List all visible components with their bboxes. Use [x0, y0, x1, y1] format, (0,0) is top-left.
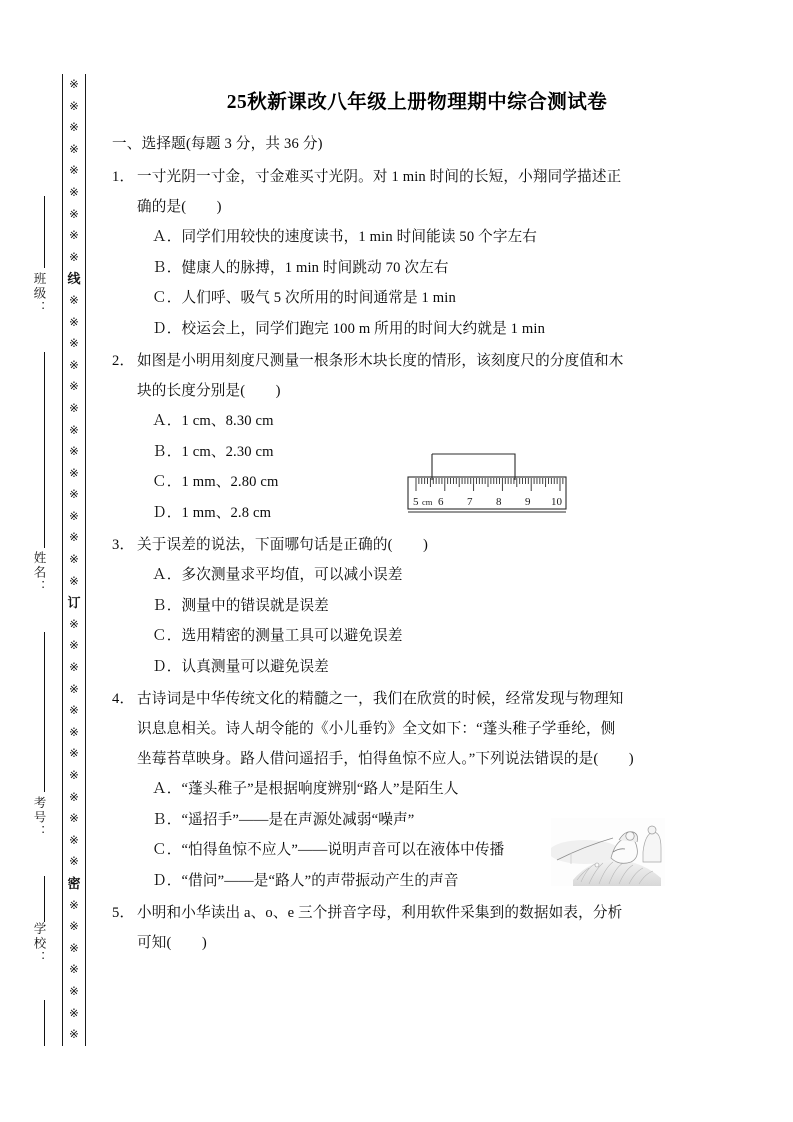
ruler-label-cm: cm [422, 497, 433, 507]
seal-mark: ※ [69, 98, 79, 113]
question-4-stem-line3: 坐莓苔草映身。路人借问遥招手，怕得鱼惊不应人。”下列说法错误的是( ) [137, 751, 634, 767]
question-2-option-d: Ｄ．1 mm、2.8 cm [152, 504, 272, 521]
seal-word: 订 [67, 595, 81, 611]
seal-mark: ※ [69, 422, 79, 437]
ruler-label-7: 7 [467, 496, 473, 508]
seal-mark: ※ [69, 487, 79, 502]
seal-mark: ※ [69, 508, 79, 523]
field-rule-class-top [44, 196, 45, 268]
question-3-option-a: Ａ．多次测量求平均值，可以减小误差 [152, 567, 403, 583]
seal-mark: ※ [69, 1027, 79, 1042]
question-3-stem-line1: 3． 关于误差的说法，下面哪句话是正确的( ) [112, 530, 682, 560]
seal-mark: ※ [69, 573, 79, 588]
question-5-stem-line2: 可知( ) [137, 935, 207, 951]
seal-mark: ※ [69, 940, 79, 955]
seal-mark: ※ [69, 1005, 79, 1020]
seal-mark: ※ [69, 768, 79, 782]
seal-word: 线 [67, 271, 81, 287]
seal-mark: ※ [69, 962, 79, 977]
field-label-school: 学校： [32, 922, 46, 966]
question-1-option-d: Ｄ．校运会上，同学们跑完 100 m 所用的时间大约就是 1 min [152, 320, 546, 337]
section-heading: 一、选择题(每题 3 分，共 36 分) [112, 136, 323, 152]
seal-mark: ※ [69, 444, 79, 459]
seal-mark: ※ [69, 184, 79, 199]
ruler-label-6: 6 [438, 496, 444, 508]
seal-mark: ※ [69, 638, 79, 653]
fishing-illustration-svg [551, 818, 665, 886]
question-2-option-a: Ａ．1 cm、8.30 cm [152, 413, 274, 429]
question-4-option-c: Ｃ．“怕得鱼惊不应人”——说明声音可以在液体中传播 [152, 842, 505, 858]
question-1-option-c: Ｃ．人们呼、吸气 5 次所用的时间通常是 1 min [152, 290, 456, 306]
field-rule-examno-top [44, 774, 45, 792]
seal-mark: ※ [69, 314, 79, 329]
seal-mark: ※ [69, 120, 79, 135]
seal-mark: ※ [69, 811, 79, 826]
seal-mark: ※ [69, 379, 79, 394]
seal-mark: ※ [69, 77, 79, 91]
seal-mark: ※ [69, 746, 79, 761]
field-label-class: 班级： [32, 272, 46, 316]
field-rule-name-top [44, 512, 45, 548]
question-3 [112, 530, 682, 682]
seal-mark: ※ [69, 530, 79, 545]
seal-mark: ※ [69, 660, 79, 675]
seal-mark: ※ [69, 206, 79, 221]
question-3-option-c: Ｃ．选用精密的测量工具可以避免误差 [152, 628, 403, 644]
seal-mark: ※ [69, 854, 79, 869]
question-4-stem-line2: 识息息相关。诗人胡令能的《小儿垂钓》全文如下：“蓬头稚子学垂纶，侧 [137, 721, 616, 737]
question-1-option-b: Ｂ．健康人的脉搏，1 min 时间跳动 70 次左右 [152, 259, 449, 276]
question-1 [112, 162, 682, 344]
ruler-label-10: 10 [551, 496, 562, 508]
question-2-stem-line2: 块的长度分别是( ) [137, 383, 281, 399]
seal-mark: ※ [69, 552, 79, 567]
question-4-option-b: Ｂ．“遥招手”——是在声源处减弱“噪声” [152, 811, 415, 828]
question-1-stem-line1: 1． 一寸光阴一寸金，寸金难买寸光阴。对 1 min 时间的长短，小翔同学描述正 [112, 162, 682, 192]
seal-mark: ※ [69, 228, 79, 243]
question-2-stem-line1: 2． 如图是小明用刻度尺测量一根条形木块长度的情形，该刻度尺的分度值和木 [112, 346, 682, 376]
question-2-number: 2． [112, 353, 135, 369]
ruler-svg [405, 448, 575, 520]
seal-word: 密 [67, 875, 81, 891]
question-2 [112, 346, 682, 528]
seal-mark: ※ [69, 897, 79, 912]
ruler-label-8: 8 [496, 496, 502, 508]
seal-mark: ※ [69, 681, 79, 696]
seal-line-strip [62, 74, 86, 1046]
question-4-option-a: Ａ．“蓬头稚子”是根据响度辨别“路人”是陌生人 [152, 781, 459, 797]
field-rule-name-bottom [44, 632, 45, 774]
seal-mark: ※ [69, 465, 79, 480]
seal-mark: ※ [69, 983, 79, 998]
question-5-stem-line1: 5． 小明和小华读出 a、o、e 三个拼音字母，利用软件采集到的数据如表，分析 [112, 898, 682, 928]
ruler-label-5: 5 [413, 496, 419, 508]
seal-mark: ※ [69, 357, 79, 372]
seal-mark: ※ [69, 832, 79, 847]
question-4-stem-line1: 4． 古诗词是中华传统文化的精髓之一，我们在欣赏的时候，经常发现与物理知 [112, 684, 682, 714]
question-2-option-b: Ｂ．1 cm、2.30 cm [152, 443, 274, 460]
question-1-stem-line2: 确的是( ) [137, 199, 222, 215]
question-5-number: 5． [112, 905, 135, 921]
question-1-number: 1． [112, 169, 135, 185]
ruler-label-9: 9 [525, 496, 531, 508]
fishing-boy-illustration [551, 818, 665, 886]
field-rule-school-top [44, 900, 45, 920]
seal-mark: ※ [69, 703, 79, 718]
question-1-option-a: Ａ．同学们用较快的速度读书，1 min 时间能读 50 个字左右 [152, 229, 538, 245]
seal-mark: ※ [69, 292, 79, 307]
question-4-number: 4． [112, 691, 135, 707]
question-4-option-d: Ｄ．“借问”——是“路人”的声带振动产生的声音 [152, 872, 459, 889]
seal-mark: ※ [69, 724, 79, 739]
question-2-option-c: Ｃ．1 mm、2.80 cm [152, 474, 279, 490]
field-rule-class-bottom [44, 352, 45, 512]
seal-mark: ※ [69, 616, 79, 631]
seal-mark: ※ [69, 249, 79, 264]
seal-mark: ※ [69, 336, 79, 351]
field-rule-school-bottom [44, 1000, 45, 1046]
seal-mark: ※ [69, 919, 79, 934]
question-3-option-b: Ｂ．测量中的错误就是误差 [152, 597, 329, 614]
seal-mark: ※ [69, 789, 79, 804]
field-label-examno: 考号： [32, 796, 46, 840]
seal-mark: ※ [69, 163, 79, 178]
question-3-option-d: Ｄ．认真测量可以避免误差 [152, 658, 329, 675]
question-3-number: 3． [112, 537, 135, 553]
field-label-name: 姓名： [32, 551, 46, 595]
page-title: 25秋新课改八年级上册物理期中综合测试卷 [226, 92, 608, 113]
seal-mark: ※ [69, 400, 79, 415]
seal-mark: ※ [69, 141, 79, 156]
question-5 [112, 898, 682, 958]
ruler-measurement-figure [405, 448, 575, 520]
